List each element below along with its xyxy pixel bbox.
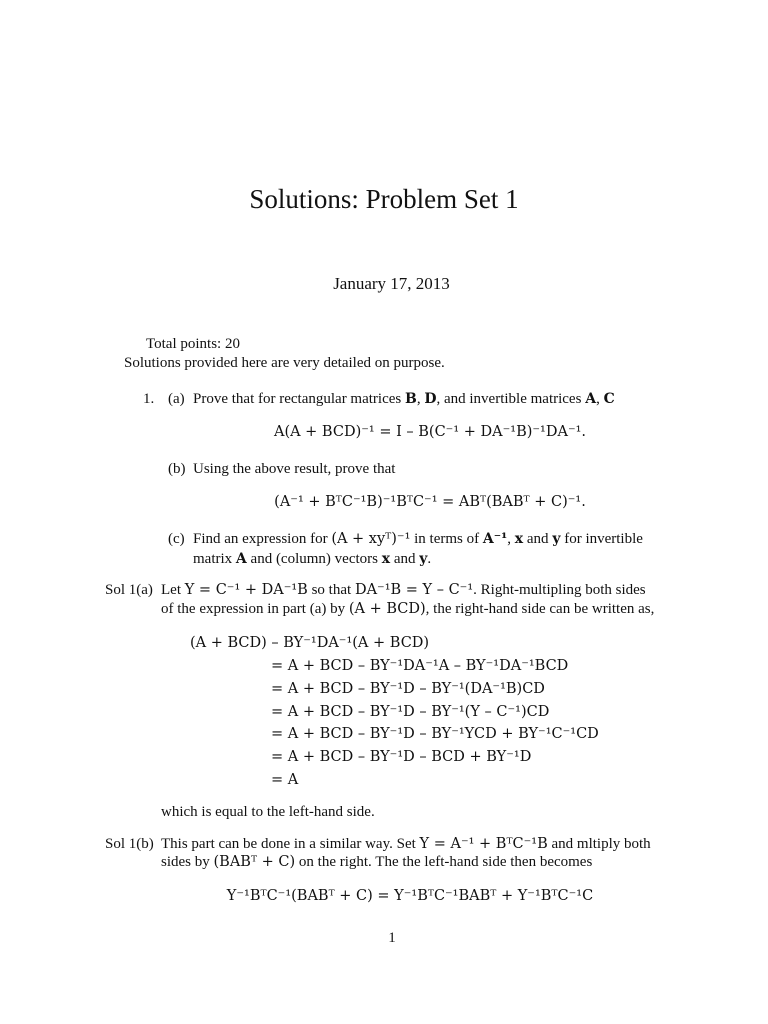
part-b-label: (b)	[168, 461, 186, 477]
derivation-line-3: = A + BCD – BY⁻¹D – BY⁻¹(Y – C⁻¹)CD	[271, 704, 550, 720]
part-a-label: (a)	[168, 391, 185, 407]
sol-1b-l1-def: Y = A⁻¹ + BᵀC⁻¹B	[419, 836, 548, 852]
derivation-line-2: = A + BCD – BY⁻¹D – BY⁻¹(DA⁻¹B)CD	[271, 681, 545, 697]
part-c-l1-x: x	[514, 531, 524, 547]
sol-1a-l1-eq: DA⁻¹B = Y – C⁻¹	[354, 582, 474, 598]
part-c-l2-x: x	[381, 551, 391, 567]
matrix-a: A	[585, 391, 597, 407]
part-c-l2-a: A	[235, 551, 247, 567]
problem-number: 1.	[143, 391, 155, 407]
page-number: 1	[388, 930, 396, 946]
sol-1b-label: Sol 1(b)	[105, 836, 154, 852]
part-b-statement: Using the above result, prove that	[193, 461, 396, 477]
sol-1b-l1-post: and mltiply both	[551, 836, 651, 852]
part-c-l2-y: y	[419, 551, 428, 567]
sol-1b-l2-pre: sides by	[161, 854, 210, 870]
part-a-text-pre: Prove that for rectangular matrices	[193, 391, 402, 407]
matrix-b: B	[405, 391, 417, 407]
part-c-line1	[193, 529, 643, 549]
sol-1a-l1-def: Y = C⁻¹ + DA⁻¹B	[184, 582, 308, 598]
sol-1a-line2	[161, 599, 654, 619]
part-a-statement	[193, 389, 615, 409]
derivation-line-5: = A + BCD – BY⁻¹D – BCD + BY⁻¹D	[271, 749, 532, 765]
sol-1b-l1-pre: This part can be done in a similar way. Set	[161, 836, 416, 852]
sol-1a-line1	[161, 580, 646, 600]
sol-1a-l1-pre: Let	[161, 582, 181, 598]
derivation-line-6: = A	[271, 772, 299, 788]
sol-1a-l2-post: , the right-hand side can be written as,	[425, 601, 655, 617]
part-c-l1-mid: in terms of	[414, 531, 480, 547]
part-c-l1-expr: (A + xyᵀ)⁻¹	[331, 531, 411, 547]
sol-1b-line2	[161, 852, 592, 872]
sol-1a-l1-mid: so that	[311, 582, 352, 598]
sol-1b-equation: Y⁻¹BᵀC⁻¹(BABᵀ + C) = Y⁻¹BᵀC⁻¹BABᵀ + Y⁻¹BᵀC⁻¹C	[226, 888, 594, 904]
part-a-equation: A(A + BCD)⁻¹ = I – B(C⁻¹ + DA⁻¹B)⁻¹DA⁻¹.	[273, 424, 587, 440]
part-c-l2-post: .	[427, 551, 432, 567]
sol-1b-l2-expr: (BABᵀ + C)	[213, 854, 296, 870]
part-c-l1-pre: Find an expression for	[193, 531, 328, 547]
derivation-line-4: = A + BCD – BY⁻¹D – BY⁻¹YCD + BY⁻¹C⁻¹CD	[271, 726, 599, 742]
sol-1a-l1-post: . Right-multipling both sides	[473, 582, 646, 598]
sol-1a-conclusion: which is equal to the left-hand side.	[161, 804, 375, 820]
matrix-c: C	[603, 391, 615, 407]
part-c-l1-ainv: A⁻¹	[482, 531, 508, 547]
part-c-label: (c)	[168, 531, 185, 547]
page-title: Solutions: Problem Set 1	[249, 184, 519, 214]
part-c-l1-y: y	[552, 531, 561, 547]
part-c-line2	[193, 549, 431, 569]
sol-1a-l2-pre: of the expression in part (a) by	[161, 601, 346, 617]
part-c-l1-and: and	[526, 531, 549, 547]
sol-1b-l2-post: on the right. The the left-hand side then becomes	[298, 854, 593, 870]
part-c-l2-and: and	[393, 551, 416, 567]
part-a-text-mid: , and invertible matrices	[436, 391, 582, 407]
total-points: Total points: 20	[146, 336, 240, 352]
intro-text: Solutions provided here are very detailed on purpose.	[124, 355, 445, 371]
part-b-equation: (A⁻¹ + BᵀC⁻¹B)⁻¹BᵀC⁻¹ = ABᵀ(BABᵀ + C)⁻¹.	[274, 494, 586, 510]
part-a-sep1: ,	[416, 391, 421, 407]
part-a-sep2: ,	[596, 391, 600, 407]
part-c-l2-mid: and (column) vectors	[250, 551, 378, 567]
matrix-d: D	[424, 391, 437, 407]
part-c-l1-post: for invertible	[564, 531, 643, 547]
sol-1a-label: Sol 1(a)	[105, 582, 153, 598]
derivation-line-0: (A + BCD) – BY⁻¹DA⁻¹(A + BCD)	[190, 635, 430, 651]
part-c-l1-sep: ,	[507, 531, 512, 547]
derivation-line-1: = A + BCD – BY⁻¹DA⁻¹A – BY⁻¹DA⁻¹BCD	[271, 658, 569, 674]
document-date: January 17, 2013	[333, 274, 450, 293]
sol-1b-line1	[161, 834, 651, 854]
part-c-l2-pre: matrix	[193, 551, 233, 567]
sol-1a-l2-expr: (A + BCD)	[348, 601, 426, 617]
